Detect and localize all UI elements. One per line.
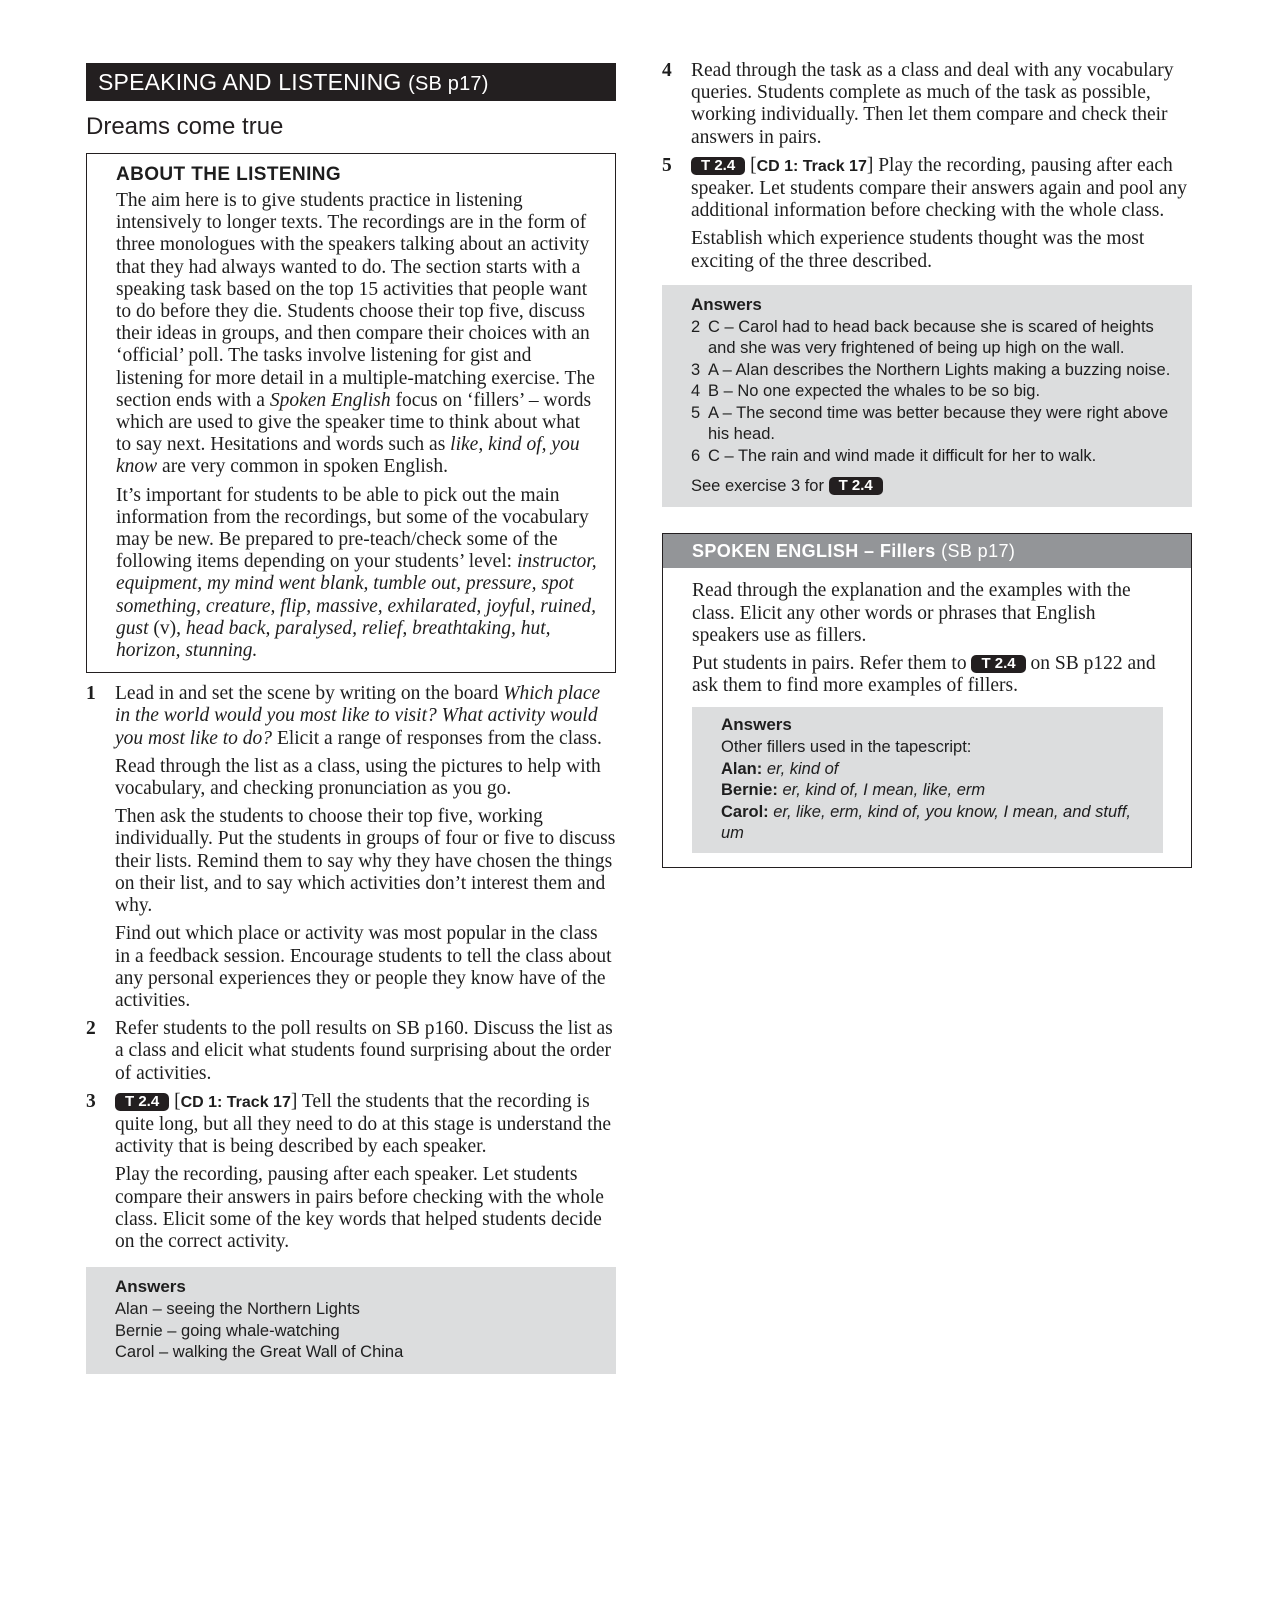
step-number: 1 (86, 683, 96, 705)
about-paragraph-1 (116, 190, 599, 479)
text: are very common in spoken English. (157, 456, 448, 478)
step-1 (86, 683, 616, 1012)
text: [ (745, 154, 757, 176)
step-number: 3 (86, 1090, 96, 1112)
about-title: ABOUT THE LISTENING (116, 164, 342, 185)
answer-number: 6 (691, 446, 701, 465)
spoken-english-ref: (SB p17) (941, 541, 1016, 562)
answer-item (691, 360, 1176, 382)
answer-line: Carol – walking the Great Wall of China (115, 1343, 404, 1362)
text: It’s important for students to be able to pick out the main information from the recordings, but some of the vocabulary may be new. Be prepared to pre-teach/check some of the following items depending on your students’ level: (116, 484, 589, 573)
spoken-paragraph-1: Read through the explanation and the examples with the class. Elicit any other words or phrases that English speakers use as fillers. (692, 580, 1131, 646)
answer-line: Bernie – going whale-watching (115, 1321, 340, 1340)
answers-title: Answers (115, 1277, 186, 1297)
step-number: 4 (662, 60, 672, 81)
answer-item (691, 403, 1176, 446)
italic-text: Spoken English (269, 389, 391, 411)
filler-row (721, 759, 1151, 781)
text: focus on ‘fillers’ – words which are used to give the speaker time to think about what to say next. Hesitations and words such as (116, 389, 592, 456)
track-badge: T 2.4 (971, 655, 1025, 673)
answers-title: Answers (691, 294, 762, 314)
filler-list: er, kind of, I mean, like, erm (777, 781, 986, 800)
answer-item (691, 381, 1176, 403)
filler-row (721, 780, 1151, 802)
answer-text: A – Alan describes the Northern Lights making a buzzing noise. (708, 360, 1171, 379)
text: ] Play the recording, pausing after each speaker. Let students compare their answers again and pool any additional information before checking with the whole class. (691, 154, 1188, 222)
answer-text: C – The rain and wind made it difficult for her to walk. (708, 446, 1097, 465)
spoken-answers-box (692, 707, 1163, 853)
answer-text: B – No one expected the whales to be so big. (708, 382, 1041, 401)
step-3 (86, 1091, 616, 1253)
answers-intro: Other fillers used in the tapescript: (721, 738, 972, 757)
left-column (86, 63, 616, 1374)
spoken-paragraph-2 (692, 653, 1163, 697)
section-ref: (SB p17) (408, 73, 489, 95)
section-title: SPEAKING AND LISTENING (98, 69, 402, 95)
step-1-paragraph-3: Then ask the students to choose their top five, working individually. Put the students in groups of four or five to discuss their lists. Remind them to say why they have chosen the things on their list, and to say which activities don’t interest them and why. (115, 806, 616, 917)
italic-text: head back, paralysed, relief, breathtaking, hut, horizon, stunning. (116, 617, 551, 662)
speaker-name: Bernie: (721, 781, 778, 800)
answer-item (691, 446, 1176, 468)
step-1-paragraph-2: Read through the list as a class, using the pictures to help with vocabulary, and checking pronunciation as you go. (115, 755, 601, 800)
italic-text: instructor, equipment, my mind went blank, tumble out, pressure, spot something, creature, flip, massive, exhilarated, joyful, ruined, gust (116, 551, 597, 639)
step-5-paragraph-1 (691, 155, 1192, 223)
text: Put students in pairs. Refer them to (692, 652, 972, 674)
text: Lead in and set the scene by writing on the board (115, 683, 504, 705)
right-column (662, 60, 1192, 868)
step-2-paragraph-1: Refer students to the poll results on SB p160. Discuss the list as a class and elicit what students found surprising about the order of activities. (115, 1018, 613, 1084)
text: Elicit a range of responses from the class. (272, 727, 602, 749)
answer-item (691, 317, 1176, 360)
about-paragraph-2 (116, 485, 599, 663)
answer-number: 4 (691, 382, 701, 401)
text: ] Tell the students that the recording is quite long, but all they need to do at this stage is understand the activity that is being described by each speaker. (115, 1090, 612, 1158)
answers-box-exercise-3 (86, 1267, 616, 1374)
filler-row (721, 802, 1151, 845)
step-3-paragraph-1 (115, 1091, 616, 1159)
answers-box-exercise-5 (662, 285, 1192, 508)
answer-text: A – The second time was better because they were right above his head. (708, 403, 1169, 444)
spoken-english-title: SPOKEN ENGLISH – Fillers (692, 541, 936, 562)
filler-list: er, kind of (762, 759, 839, 778)
italic-text: Which place in the world would you most like to visit? What activity would you most like to do? (115, 683, 601, 749)
speaker-name: Alan: (721, 759, 763, 778)
track-badge: T 2.4 (115, 1093, 169, 1111)
step-3-paragraph-2: Play the recording, pausing after each speaker. Let students compare their answers in pairs before checking with the whole class. Elicit some of the key words that helped students decide on the correct activity. (115, 1164, 604, 1252)
step-4 (662, 60, 1192, 149)
text: See exercise 3 for (691, 477, 829, 496)
filler-list: er, like, erm, kind of, you know, I mean, and stuff, um (721, 802, 1131, 843)
step-4-paragraph-1: Read through the task as a class and deal with any vocabulary queries. Students complete as much of the task as possible, working individually. Then let them compare and check their answers in pairs. (691, 60, 1174, 148)
spoken-english-body (663, 568, 1191, 867)
track-badge: T 2.4 (829, 477, 883, 495)
speaker-name: Carol: (721, 802, 769, 821)
answer-number: 5 (691, 403, 701, 422)
text: The aim here is to give students practice in listening intensively to longer texts. The recordings are in the form of three monologues with the speakers talking about an activity that they had always wanted to do. The section starts with a speaking task based on the top 15 activities that people want to do before they die. Students choose their top five, discuss their ideas in groups, and then compare their choices with an ‘official’ poll. The tasks involve listening for gist and listening for more detail in a multiple-matching exercise. The section ends with a (116, 190, 595, 411)
section-header (86, 63, 616, 101)
text: on SB p122 and ask them to find more examples of fillers. (692, 652, 1156, 697)
see-exercise-line (691, 475, 1176, 497)
section-subtitle: Dreams come true (86, 113, 284, 140)
about-listening-box (86, 153, 616, 673)
step-2 (86, 1018, 616, 1085)
step-5 (662, 155, 1192, 273)
italic-text: like, kind of, you know (116, 434, 580, 478)
answer-text: C – Carol had to head back because she is scared of heights and she was very frightened of being up high on the wall. (708, 317, 1154, 358)
spoken-english-box (662, 533, 1192, 868)
answer-number: 3 (691, 360, 701, 379)
cd-reference: CD 1: Track 17 (756, 157, 867, 175)
answer-line: Alan – seeing the Northern Lights (115, 1300, 360, 1319)
track-badge: T 2.4 (691, 157, 745, 175)
cd-reference: CD 1: Track 17 (180, 1093, 291, 1111)
spoken-english-header (663, 534, 1191, 568)
answers-title: Answers (721, 715, 792, 735)
step-1-paragraph-1 (115, 683, 616, 750)
answer-number: 2 (691, 317, 701, 336)
step-number: 5 (662, 154, 672, 176)
step-5-paragraph-2: Establish which experience students thought was the most exciting of the three described. (691, 228, 1145, 272)
step-1-paragraph-4: Find out which place or activity was most popular in the class in a feedback session. Encourage students to tell the class about any personal experiences they or people they know have of the activities. (115, 923, 612, 1011)
step-number: 2 (86, 1018, 96, 1040)
text: (v), (148, 617, 186, 639)
text: [ (169, 1090, 181, 1112)
